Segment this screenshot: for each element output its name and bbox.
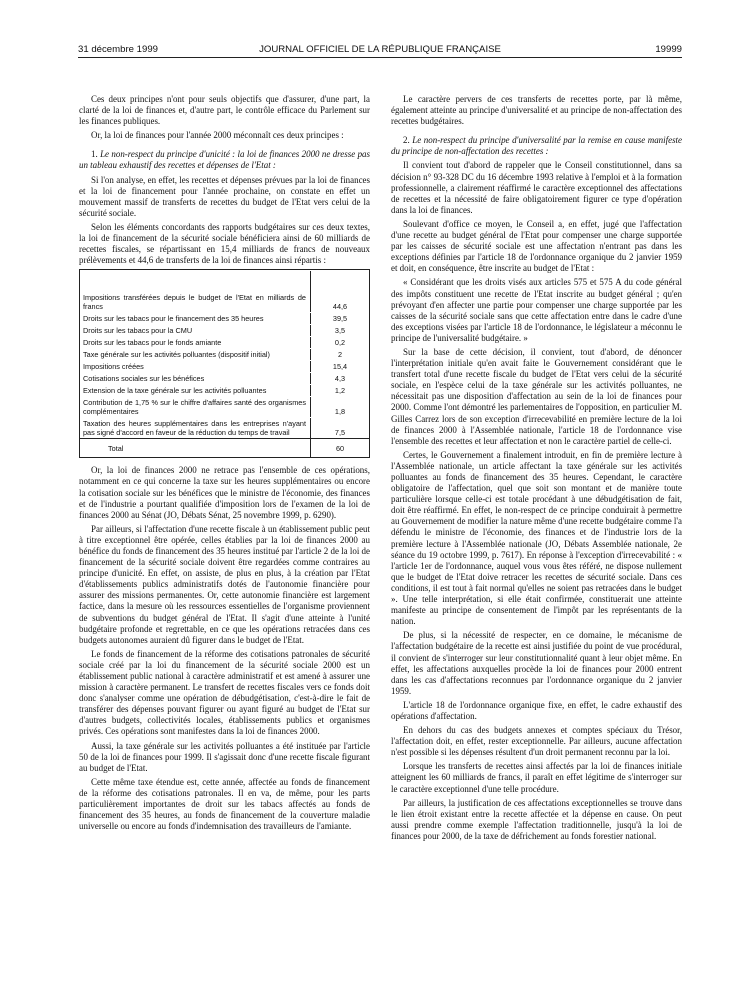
paragraph: Soulevant d'office ce moyen, le Conseil a, en effet, jugé que l'affectation d'une recette au budget général de l'Etat pour compenser une charge supportée par les caisses de sécurité sociale est une affectation n'entrant pas dans les exceptions définies par l'article 18 de l'ordonnance organique du 2 janvier 1959 et doit, en conséquence, être inscrite au budget de l'Etat : bbox=[391, 218, 682, 274]
table-row bbox=[80, 372, 369, 384]
row-label: Impositions créées bbox=[80, 361, 311, 372]
paragraph: Cette même taxe étendue est, cette année, affectée au fonds de financement de la réforme des cotisations patronales. Il en va, de même, pour les parts particulièrement importantes de droit sur les tabacs affectés au fonds de financement des 35 heures, au fonds de financement de la couverture maladie universelle ou encore au fonds d'indemnisation des travailleurs de l'amiante. bbox=[79, 776, 370, 832]
table-row bbox=[80, 270, 369, 312]
row-value: 15,4 bbox=[332, 362, 348, 372]
section-heading-2 bbox=[391, 135, 682, 157]
paragraph: Le caractère pervers de ces transferts de recettes porte, par là même, également atteinte au principe d'universalité et au principe de non-affectation des recettes budgétaires. bbox=[391, 94, 682, 127]
section-heading-text: Le non-respect du principe d'universalité par la remise en cause manifeste du principe de non-affectation des recettes : bbox=[391, 135, 683, 157]
row-label: Cotisations sociales sur les bénéfices bbox=[80, 373, 311, 384]
section-number: 1. bbox=[91, 149, 98, 160]
row-label: Droits sur les tabacs pour le financement des 35 heures bbox=[80, 313, 311, 324]
table-total-row bbox=[80, 438, 369, 457]
left-column bbox=[79, 94, 370, 835]
header-rule bbox=[78, 57, 682, 58]
row-value: 7,5 bbox=[334, 428, 346, 438]
paragraph: Sur la base de cette décision, il convient, tout d'abord, de dénoncer l'interprétation initiale qu'en avait faite le Gouvernement considérant que le transfert total d'une recette fiscale du budget de l'Etat vers celui de la sécurité sociale, en l'espèce celui de la taxe générale sur les activités polluantes, ne nécessitait pas une disposition d'affectation au sein de la loi de finances pour 2000. Comme l'ont démontré les parlementaires de l'opposition, en particulier M. Gilles Carrez lors de son exception d'irrecevabilité en première lecture de la loi de finances 2000 à l'Assemblée nationale, l'article 18 de l'ordonnance vise l'ensemble des recettes et leur affectation et non le caractère partiel de celle-ci. bbox=[391, 346, 682, 446]
row-label: Taxation des heures supplémentaires dans les entreprises n'ayant pas signé d'accord en faveur de la réduction du temps de travail bbox=[80, 418, 311, 438]
table-row bbox=[80, 396, 369, 417]
paragraph: Certes, le Gouvernement a finalement introduit, en fin de première lecture à l'Assemblée nationale, un article affectant la taxe générale sur les activités polluantes au fonds de financement des 35 heures. Cependant, le caractère obligatoire de l'affectation, quel que soit son montant et de manière toute particulière lorsque celle-ci est totale procédant à une débudgétisation de fait, doit être réaffirmé. En effet, le non-respect de ce principe conduirait à permettre au Gouvernement de modifier la nature même d'une recette budgétaire comme l'a défendu le ministre de l'économie, des finances et de l'industrie lors de la première lecture à l'Assemblée nationale (JO, Débats Assemblée nationale, 2e séance du 19 octobre 1999, p. 7617). En réponse à l'exception d'irrecevabilité : « l'article 1er de l'ordonnance, auquel vous vous êtes référé, ne dispose nullement que le budget de l'Etat doive retracer les recettes de sécurité sociale. Dans ces conditions, il est tout à fait normal qu'elles ne soient pas retracées dans le budget ». Une telle interprétation, si elle était confirmée, constituerait une atteinte manifeste au principe de consentement de l'impôt par les représentants de la nation. bbox=[391, 449, 682, 627]
paragraph: Il convient tout d'abord de rappeler que le Conseil constitutionnel, dans sa décision n° 93-328 DC du 16 décembre 1993 relative à l'emploi et à la formation professionnelle, a clairement réaffirmé le caractère exceptionnel des affectations de recettes et la nécessité de faire obligatoirement figurer ce type d'opération dans la loi de finances. bbox=[391, 160, 682, 215]
paragraph: Selon les éléments concordants des rapports budgétaires sur ces deux textes, la loi de financement de la sécurité sociale bénéficiera ainsi de 60 milliards de recettes fiscales, se répartissant en 15,4 milliards de francs de nouveaux prélèvements et 44,6 de transferts de la loi de finances ainsi répartis : bbox=[79, 221, 370, 266]
paragraph: Ces deux principes n'ont pour seuls objectifs que d'assurer, d'une part, la clarté de la loi de finances et, d'autre part, le contrôle efficace du Parlement sur les finances publiques. bbox=[79, 94, 370, 127]
revenue-transfer-table bbox=[79, 269, 370, 458]
row-value: 2 bbox=[337, 350, 343, 360]
section-number: 2. bbox=[403, 135, 410, 146]
row-value: 4,3 bbox=[334, 374, 346, 384]
total-label: Total bbox=[80, 439, 311, 457]
table-row bbox=[80, 336, 369, 348]
paragraph: Par ailleurs, la justification de ces affectations exceptionnelles se trouve dans le lien étroit existant entre la recette affectée et la dépense en cause. On peut aussi prendre comme exemple l'affectation traditionnelle, jusqu'à la loi de finances pour 2000, de la taxe de défrichement au fonds forestier national. bbox=[391, 797, 682, 841]
row-value: 39,5 bbox=[332, 314, 348, 324]
table-row bbox=[80, 348, 369, 360]
row-value: 0,2 bbox=[334, 338, 346, 348]
table-row bbox=[80, 312, 369, 324]
table-row bbox=[80, 417, 369, 438]
row-label: Droits sur les tabacs pour le fonds amiante bbox=[80, 337, 311, 348]
row-label: Droits sur les tabacs pour la CMU bbox=[80, 325, 311, 336]
header-title: JOURNAL OFFICIEL DE LA RÉPUBLIQUE FRANÇAISE bbox=[259, 44, 501, 55]
total-value: 60 bbox=[335, 444, 345, 454]
paragraph: L'article 18 de l'ordonnance organique fixe, en effet, le cadre exhaustif des opérations d'affectation. bbox=[391, 699, 682, 721]
section-heading-1 bbox=[79, 149, 370, 171]
paragraph: En dehors du cas des budgets annexes et comptes spéciaux du Trésor, l'affectation doit, en effet, rester exceptionnelle. Par ailleurs, aucune affectation n'est possible si les dépenses résultent d'un droit permanent reconnu par la loi. bbox=[391, 725, 682, 758]
row-value: 3,5 bbox=[334, 326, 346, 336]
right-column bbox=[391, 94, 682, 845]
header-page-number: 19999 bbox=[655, 44, 682, 55]
paragraph: Le fonds de financement de la réforme des cotisations patronales de sécurité sociale créé par la loi du financement de la sécurité sociale 2000 est un établissement public national à caractère administratif et est amené à assurer une mission à caractère permanent. Le transfert de recettes fiscales vers ce fonds doit donc s'analyser comme une opération de débudgétisation, c'est-à-dire le fait de transférer des dépenses pouvant figurer ou ayant figuré au budget de l'Etat sur d'autres budgets, collectivités locales, établissements publics et organismes privés. Ces opérations sont manifestes dans la loi de finances 2000. bbox=[79, 648, 370, 737]
paragraph: Or, la loi de finances pour l'année 2000 méconnaît ces deux principes : bbox=[91, 130, 344, 141]
row-label: Contribution de 1,75 % sur le chiffre d'affaires santé des organismes complémentaires bbox=[80, 397, 311, 417]
paragraph: Si l'on analyse, en effet, les recettes et dépenses prévues par la loi de finances et la loi de financement pour l'année prochaine, on constate en effet un mouvement massif de transferts de recettes du budget de l'Etat vers celui de la sécurité sociale. bbox=[79, 174, 370, 218]
paragraph: Or, la loi de finances 2000 ne retrace pas l'ensemble de ces opérations, notamment en ce qui concerne la taxe sur les heures supplémentaires ou encore la cotisation sociale sur les bénéfices que le ministre de l'économie, des finances et de l'industrie a pourtant qualifiée d'imposition lors de l'examen de la loi de finances 2000 au Sénat (JO, Débats Sénat, 25 novembre 1999, p. 6290). bbox=[79, 465, 370, 520]
row-label: Impositions transférées depuis le budget de l'Etat en milliards de francs bbox=[80, 271, 311, 312]
quotation: « Considérant que les droits visés aux articles 575 et 575 A du code général des impôts constituent une recette de l'Etat inscrite au budget général ; qu'en prévoyant d'en affecter une partie pour compenser une charge supportée par les caisses de la sécurité sociale sans que cette affectation entre dans le cadre d'une des exceptions visées par l'article 18 de l'ordonnance, le législateur a méconnu le principe de l'universalité budgétaire. » bbox=[391, 277, 682, 343]
paragraph: Par ailleurs, si l'affectation d'une recette fiscale à un établissement public peut à titre exceptionnel être opérée, celles établies par la loi de finances 2000 au bénéfice du fonds de financement des 35 heures institué par l'article 2 de la loi de financement de la sécurité sociale doivent être regardées comme contraires au principe d'unicité. En effet, on assiste, de plus en plus, à la création par l'Etat d'établissements publics administratifs dotés de l'autonomie financière pour assurer des missions permanentes. Or, cette autonomie financière est largement factice, dans la mesure où les ressources essentielles de l'organisme proviennent de subventions du budget général de l'Etat. Il s'agit d'une atteinte à l'unité budgétaire profonde et regrettable, en ce que les opérations retracées dans ces budgets autonomes auraient dû figurer dans le budget de l'Etat. bbox=[79, 523, 370, 645]
row-value: 1,8 bbox=[334, 407, 346, 417]
page-header bbox=[78, 44, 682, 58]
paragraph: Aussi, la taxe générale sur les activités polluantes a été instituée par l'article 50 de la loi de finances pour 1999. Il s'agissait donc d'une recette fiscale figurant au budget de l'Etat. bbox=[79, 740, 370, 773]
paragraph: De plus, si la nécessité de respecter, en ce domaine, le mécanisme de l'affectation budgétaire de la recette est ainsi justifiée du point de vue procédural, il convient de s'interroger sur leur constitutionnalité quant à leur objet même. En effet, les affectations auxquelles procède la loi de finances pour 2000 entrent dans les cas d'affectations reconnues par l'ordonnance organique du 2 janvier 1959. bbox=[391, 630, 682, 696]
paragraph: Lorsque les transferts de recettes ainsi affectés par la loi de finances initiale atteignent les 60 milliards de francs, il paraît en effet légitime de s'interroger sur le caractère exceptionnel d'une telle procédure. bbox=[391, 761, 682, 794]
header-date: 31 décembre 1999 bbox=[78, 44, 159, 55]
row-label: Taxe générale sur les activités polluantes (dispositif initial) bbox=[80, 349, 311, 360]
table-row bbox=[80, 360, 369, 372]
table-row bbox=[80, 324, 369, 336]
row-label: Extension de la taxe générale sur les activités polluantes bbox=[80, 385, 311, 396]
row-value: 1,2 bbox=[334, 386, 346, 396]
table-row bbox=[80, 384, 369, 396]
row-value: 44,6 bbox=[332, 302, 348, 312]
section-heading-text: Le non-respect du principe d'unicité : la loi de finances 2000 ne dresse pas un tableau exhaustif des recettes et dépenses de l'Etat : bbox=[79, 149, 370, 171]
